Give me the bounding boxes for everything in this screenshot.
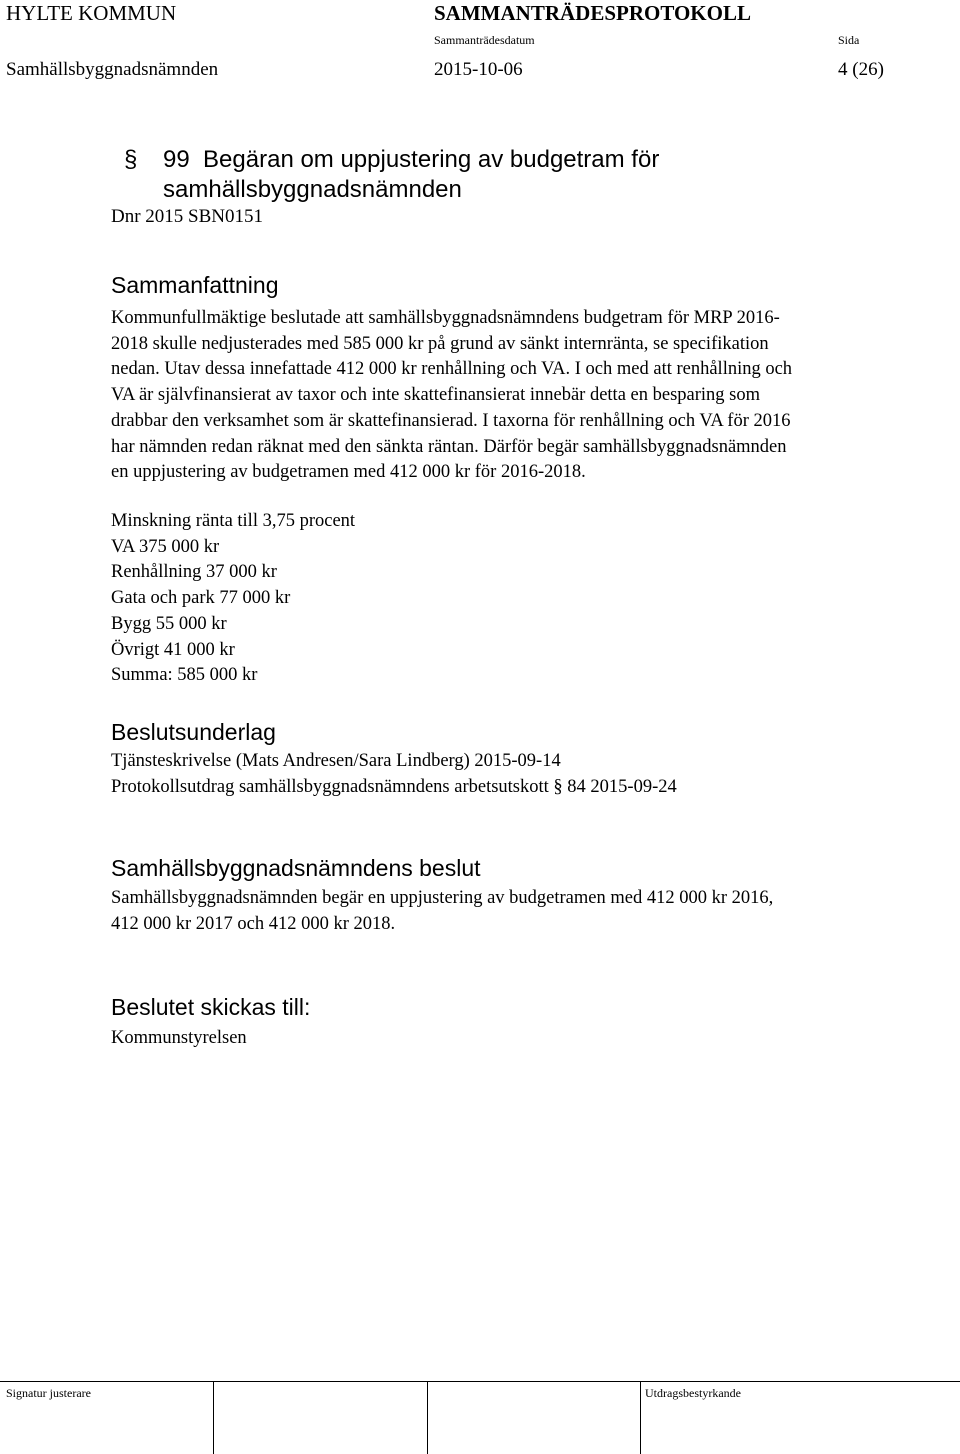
decision-heading: Samhällsbyggnadsnämndens beslut — [111, 855, 481, 881]
section-mark: § — [124, 146, 138, 173]
specification-line: VA 375 000 kr — [111, 536, 220, 557]
document-type: SAMMANTRÄDESPROTOKOLL — [434, 1, 751, 25]
summary-line: 2018 skulle nedjusterades med 585 000 kr på grund av sänkt internränta, se specifikation — [111, 333, 769, 354]
signature-label: Signatur justerare — [6, 1386, 91, 1400]
signature-box-divider — [640, 1381, 641, 1454]
specification-line: Minskning ränta till 3,75 procent — [111, 511, 356, 531]
summary-line: har nämnden redan räknat med den sänkta räntan. Därför begär samhällsbyggnadsnämnden — [111, 436, 787, 457]
summary-line: VA är självfinansierat av taxor och inte skattefinansierat innebär detta en besparing som — [111, 385, 760, 406]
item-number: 99 — [163, 146, 190, 173]
summary-line: drabbar den verksamhet som är skattefinansierad. I taxorna för renhållning och VA för 2016 — [111, 410, 791, 431]
summary-heading: Sammanfattning — [111, 272, 279, 298]
dnr: Dnr 2015 SBN0151 — [111, 206, 264, 227]
decision-line: Samhällsbyggnadsnämnden begär en uppjustering av budgetramen med 412 000 kr 2016, — [111, 888, 774, 908]
specification-line: Renhållning 37 000 kr — [111, 562, 277, 583]
sent-to-recipient: Kommunstyrelsen — [111, 1028, 247, 1048]
specification-line: Summa: 585 000 kr — [111, 665, 258, 686]
decision-text — [111, 886, 773, 937]
footer-divider — [0, 1381, 960, 1382]
summary-line: nedan. Utav dessa innefattade 412 000 kr renhållning och VA. I och med att renhållning och — [111, 359, 793, 380]
extract-label: Utdragsbestyrkande — [645, 1386, 741, 1400]
item-title-line2: samhällsbyggnadsnämnden — [163, 176, 462, 203]
specification-line: Övrigt 41 000 kr — [111, 639, 235, 660]
sent-to-heading: Beslutet skickas till: — [111, 994, 311, 1020]
page-label: Sida — [838, 33, 860, 47]
specification-line: Gata och park 77 000 kr — [111, 588, 291, 609]
page-number: 4 (26) — [838, 59, 884, 80]
municipality-name: HYLTE KOMMUN — [6, 1, 177, 25]
decision-line: 412 000 kr 2017 och 412 000 kr 2018. — [111, 913, 396, 934]
basis-list — [111, 749, 677, 800]
meeting-date: 2015-10-06 — [434, 59, 523, 80]
basis-heading: Beslutsunderlag — [111, 719, 276, 745]
meeting-date-label: Sammanträdesdatum — [434, 33, 535, 47]
basis-line: Protokollsutdrag samhällsbyggnadsnämndens arbetsutskott § 84 2015-09-24 — [111, 776, 677, 797]
specification-line: Bygg 55 000 kr — [111, 613, 227, 634]
summary-text — [111, 306, 792, 486]
basis-line: Tjänsteskrivelse (Mats Andresen/Sara Lindberg) 2015-09-14 — [111, 751, 561, 771]
signature-box-divider — [427, 1381, 428, 1454]
summary-line: en uppjustering av budgetramen med 412 000 kr för 2016-2018. — [111, 462, 586, 483]
item-title-line1: Begäran om uppjustering av budgetram för — [203, 146, 660, 173]
item-title — [163, 145, 659, 175]
committee-name: Samhällsbyggnadsnämnden — [6, 59, 219, 80]
summary-line: Kommunfullmäktige beslutade att samhällsbyggnadsnämndens budgetram för MRP 2016- — [111, 308, 780, 328]
specification-list — [111, 509, 355, 689]
signature-box-divider — [213, 1381, 214, 1454]
